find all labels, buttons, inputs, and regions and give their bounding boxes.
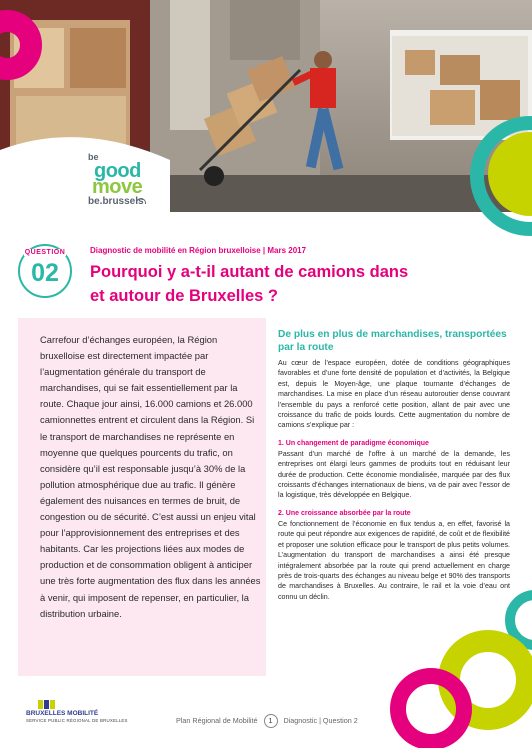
logo-move: move: [92, 176, 143, 198]
question-badge: [18, 244, 72, 298]
question-number: 02: [31, 259, 59, 287]
intro-panel: [18, 318, 266, 676]
footer-right-text: Diagnostic | Question 2: [283, 716, 358, 725]
logo-be: be: [88, 152, 99, 162]
section-heading: De plus en plus de marchandises, transportées par la route: [278, 329, 507, 353]
article-column: [278, 328, 510, 602]
footer-brand: BRUXELLES MOBILITÉ: [26, 710, 99, 717]
pink-ring-decoration: [390, 668, 472, 748]
bruxelles-mobilite-icon: [38, 700, 56, 709]
section-intro: Au cœur de l’espace européen, dotée de conditions géographiques favorables et d’une forte densité de population et d’activités, la Belgique est, depuis le Moyen-âge, une plaque tournante d’échanges de marchandises. La mise en place d’un réseau autoroutier dense couvrant l’ensemble du pays a renforcé cette position, allant de pair avec une croissance du trafic de poids lourds. Cette augmentation du nombre de camions s’explique par :: [278, 359, 510, 430]
bruxelles-mobilite-logo: [26, 700, 136, 730]
logo-mark-icon: [136, 198, 146, 204]
document-subheading: Diagnostic de mobilité en Région bruxelloise | Mars 2017: [90, 246, 307, 255]
logo-good: good: [94, 160, 141, 182]
question-label: QUESTION: [24, 249, 66, 256]
page-title: Pourquoi y a-t-il autant de camions dans et autour de Bruxelles ?: [90, 263, 409, 305]
intro-paragraph: Carrefour d’échanges européen, la Région bruxelloise est directement impactée par l’augmentation générale du transport de marchandises, qui se fait essentiellement par la route. Chaque jour ainsi, 16.000 camions et 26.000 camionnettes entrent et circulent dans la Région. Si le transport de marchandises ne représente en moyenne que quelques pourcents du trafic, on considère qu’il est responsable jusqu’à 30% de la pollution atmosphérique due au trafic. Il génère également des nuisances en termes de bruit, de congestion ou de sécurité. C’est aussi un enjeu vital pour l’approvisionnement des entreprises et des habitants. Car les projections liées aux modes de production et de consommation obligent à anticiper une très forte augmentation des flux dans les années à venir, qui imposent de repenser, en particulier, la distribution urbaine.: [40, 334, 261, 619]
subsection-paragraph-2: Ce fonctionnement de l’économie en flux tendus a, en effet, favorisé la route qui peut répondre aux exigences de rapidité, de coût et de flexibilité et proposer une solution efficace pour le transport de plus petits volumes. L’augmentation du transport de marchandises a ainsi été presque intégralement absorbée par la route qui prend actuellement en charge près de trois-quarts des échanges au niveau belge et 90% des transports de marchandises à Bruxelles. Au contraire, le rail et la voie d’eau ont connu un déclin.: [278, 519, 510, 601]
footer-brand-sub: SERVICE PUBLIC RÉGIONAL DE BRUXELLES: [26, 718, 128, 723]
page-footer: [176, 714, 358, 728]
be-good-move-logo: [58, 152, 148, 214]
logo-domain: be.brussels: [88, 196, 144, 207]
subsection-heading-2: 2. Une croissance absorbée par la route: [278, 509, 411, 517]
subsection-paragraph-1: Passant d’un marché de l’offre à un marché de la demande, les entreprises ont élargi leurs gammes de produits tout en réduisant leur durée de production. Cette économie mondialisée, marquée par des flux croissants d’échanges internationaux de biens, va de pair avec l’essor de la logistique, très développée en Belgique.: [278, 449, 510, 500]
page-number: 1: [264, 714, 278, 728]
subsection-heading-1: 1. Un changement de paradigme économique: [278, 439, 429, 447]
footer-left-text: Plan Régional de Mobilité: [176, 716, 258, 725]
